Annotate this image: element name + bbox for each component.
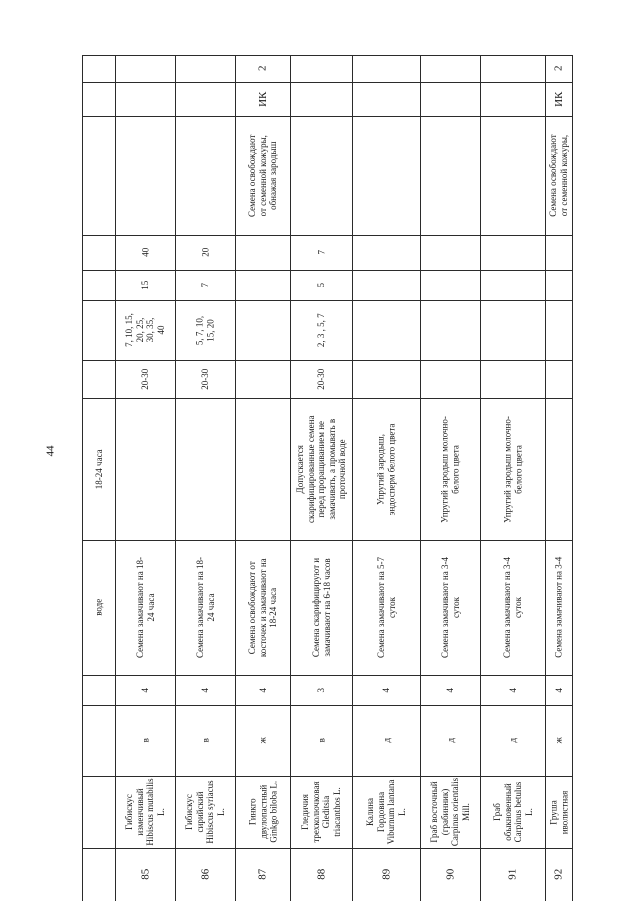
row-86-method xyxy=(175,540,235,675)
row-88-num xyxy=(290,848,352,901)
row-88-days-c-text: 7 xyxy=(315,250,326,255)
row-90-note-text: Упругий зародыш молочно- белого цвета xyxy=(439,415,460,523)
row-90-num-text: 90 xyxy=(443,869,456,880)
row-90-note xyxy=(420,398,480,540)
row-92-ik-text: ИК xyxy=(552,91,565,107)
row-92-ik xyxy=(545,82,572,116)
row-92-code-text: 4 xyxy=(553,687,564,693)
row-85-num xyxy=(115,848,175,901)
row-85-method xyxy=(115,540,175,675)
row-86-num-text: 86 xyxy=(198,869,211,880)
row-91-num xyxy=(480,848,545,901)
row-91-code-text: 4 xyxy=(507,687,518,693)
row-90-num xyxy=(420,848,480,901)
row-88-days-a xyxy=(290,300,352,360)
row-85-code xyxy=(115,675,175,705)
row-87-group-text: ж xyxy=(257,737,268,744)
row-89-method-text: Семена замачивают на 5-7 суток xyxy=(375,557,396,658)
row-90-species xyxy=(420,776,480,848)
row-88-num-text: 88 xyxy=(314,869,327,880)
row-90-method-text: Семена замачивают на 3-4 суток xyxy=(439,557,460,658)
row-87-last-text: 2 xyxy=(256,65,269,72)
row-91-species xyxy=(480,776,545,848)
row-91-num-text: 91 xyxy=(506,869,519,880)
row-88-group-text: в xyxy=(315,738,326,743)
row-87-code xyxy=(235,675,290,705)
row-85-temp xyxy=(115,360,175,398)
row-92-group-text: ж xyxy=(553,737,564,744)
row-89-num xyxy=(352,848,420,901)
row-88-species-text: Гледичия трехколючковая Gleditsia triacanthos L. xyxy=(300,781,342,843)
row-88-temp xyxy=(290,360,352,398)
row-85-num-text: 85 xyxy=(138,869,151,880)
row-86-temp xyxy=(175,360,235,398)
row-90-code xyxy=(420,675,480,705)
row-92-num xyxy=(545,848,572,901)
row-86-days-c xyxy=(175,235,235,270)
row-88-method-text: Семена скарифицируют и замачивают на 6-18 часов xyxy=(310,557,331,658)
row-86-species-text: Гибискус сирийский Hibiscus syriacus L. xyxy=(184,780,226,844)
row-88-days-c xyxy=(290,235,352,270)
row-92-extra xyxy=(545,116,572,235)
row-88-group xyxy=(290,705,352,776)
row-88-code xyxy=(290,675,352,705)
row-92-code xyxy=(545,675,572,705)
row-90-group xyxy=(420,705,480,776)
row-89-note xyxy=(352,398,420,540)
row-90-group-text: д xyxy=(444,738,455,743)
row-85-species xyxy=(115,776,175,848)
row-89-code-text: 4 xyxy=(380,687,391,693)
row-86-num xyxy=(175,848,235,901)
row-90-species-text: Граб восточный (грабинник) Carpinus orientalis Mill. xyxy=(429,777,471,847)
row-91-code xyxy=(480,675,545,705)
row-88-method xyxy=(290,540,352,675)
row-88-code-text: 3 xyxy=(315,687,326,693)
row-85-days-a xyxy=(115,300,175,360)
row-88-note xyxy=(290,398,352,540)
row-87-ik xyxy=(235,82,290,116)
row-85-temp-text: 20-30 xyxy=(139,368,150,390)
row-89-group xyxy=(352,705,420,776)
row-92-last-text: 2 xyxy=(552,65,565,72)
row-89-method xyxy=(352,540,420,675)
row-91-group xyxy=(480,705,545,776)
row-92-method xyxy=(545,540,572,675)
row-86-group-text: в xyxy=(199,738,210,743)
continuation-method-text: воде xyxy=(93,599,104,617)
row-85-days-b xyxy=(115,270,175,300)
row-92-num-text: 92 xyxy=(552,869,565,880)
continuation-note-text: 18-24 часа xyxy=(93,449,104,489)
row-89-species-text: Калина Гордовина Viburnum lantana L. xyxy=(365,779,407,845)
row-86-code-text: 4 xyxy=(199,687,210,693)
row-88-note-text: Допускается скарифицированные семена перед проращиванием не замачивать, а промывать в проточной воде xyxy=(294,415,347,523)
row-85-days-c-text: 40 xyxy=(139,248,150,257)
row-92-group xyxy=(545,705,572,776)
row-85-code-text: 4 xyxy=(139,687,150,693)
row-87-extra xyxy=(235,116,290,235)
row-89-note-text: Упругий зародыш, эндосперм белого цвета xyxy=(375,423,396,515)
row-87-last xyxy=(235,55,290,82)
row-87-species xyxy=(235,776,290,848)
continuation-method xyxy=(82,540,115,675)
row-85-days-c xyxy=(115,235,175,270)
row-86-days-a-text: 5, 7, 10, 15, 20 xyxy=(194,315,215,345)
row-87-species-text: Гинкго двулопастный Ginkgo biloba L. xyxy=(246,781,278,843)
row-86-species xyxy=(175,776,235,848)
row-88-temp-text: 20-30 xyxy=(315,368,326,390)
row-90-code-text: 4 xyxy=(444,687,455,693)
row-89-species xyxy=(352,776,420,848)
row-92-method-text: Семена замачивают на 3-4 xyxy=(553,557,564,658)
continuation-note xyxy=(82,398,115,540)
row-86-method-text: Семена замачивают на 18- 24 часа xyxy=(194,557,215,658)
row-85-group xyxy=(115,705,175,776)
row-91-note-text: Упругий зародыш молочно- белого цвета xyxy=(502,415,523,523)
row-86-days-c-text: 20 xyxy=(199,248,210,257)
row-85-days-b-text: 15 xyxy=(139,280,150,290)
row-89-group-text: д xyxy=(380,738,391,743)
row-92-species-text: Груша иволистная xyxy=(548,790,569,834)
row-88-days-a-text: 2, 3 , 5, 7 xyxy=(315,313,326,347)
row-88-days-b-text: 5 xyxy=(315,282,326,288)
row-87-extra-text: Семена освобождают от семенной кожуры, обнажая зародыш xyxy=(246,134,278,217)
row-88-species xyxy=(290,776,352,848)
row-87-group xyxy=(235,705,290,776)
row-85-days-a-text: 7, 10, 15, 20, 25, 30, 35, 40 xyxy=(124,313,166,347)
row-85-species-text: Гибискус изменчивый Hibiscus mutabilis L. xyxy=(124,778,166,846)
row-91-group-text: д xyxy=(507,738,518,743)
row-92-extra-text: Семена освобождают от семенной кожуры, xyxy=(548,134,569,217)
row-91-method xyxy=(480,540,545,675)
row-86-group xyxy=(175,705,235,776)
row-90-method xyxy=(420,540,480,675)
row-86-code xyxy=(175,675,235,705)
row-89-code xyxy=(352,675,420,705)
row-86-days-a xyxy=(175,300,235,360)
page-number: 44 xyxy=(44,445,56,457)
row-88-days-b xyxy=(290,270,352,300)
row-92-species xyxy=(545,776,572,848)
row-85-group-text: в xyxy=(139,738,150,743)
row-86-temp-text: 20-30 xyxy=(199,368,210,390)
row-92-last xyxy=(545,55,572,82)
row-87-method-text: Семена освобождают от косточек и замачивают на 18-24 часа xyxy=(246,558,278,657)
row-89-num-text: 89 xyxy=(379,869,392,880)
row-86-days-b-text: 7 xyxy=(199,282,210,288)
row-87-ik-text: ИК xyxy=(256,91,269,107)
row-91-species-text: Граб обыкновенный Carpinus betulus L. xyxy=(491,781,533,843)
row-91-method-text: Семена замачивают на 3-4 суток xyxy=(502,557,523,658)
row-87-num xyxy=(235,848,290,901)
row-87-code-text: 4 xyxy=(257,687,268,693)
row-87-num-text: 87 xyxy=(256,869,269,880)
row-91-note xyxy=(480,398,545,540)
row-86-days-b xyxy=(175,270,235,300)
row-87-method xyxy=(235,540,290,675)
row-85-method-text: Семена замачивают на 18- 24 часа xyxy=(134,557,155,658)
